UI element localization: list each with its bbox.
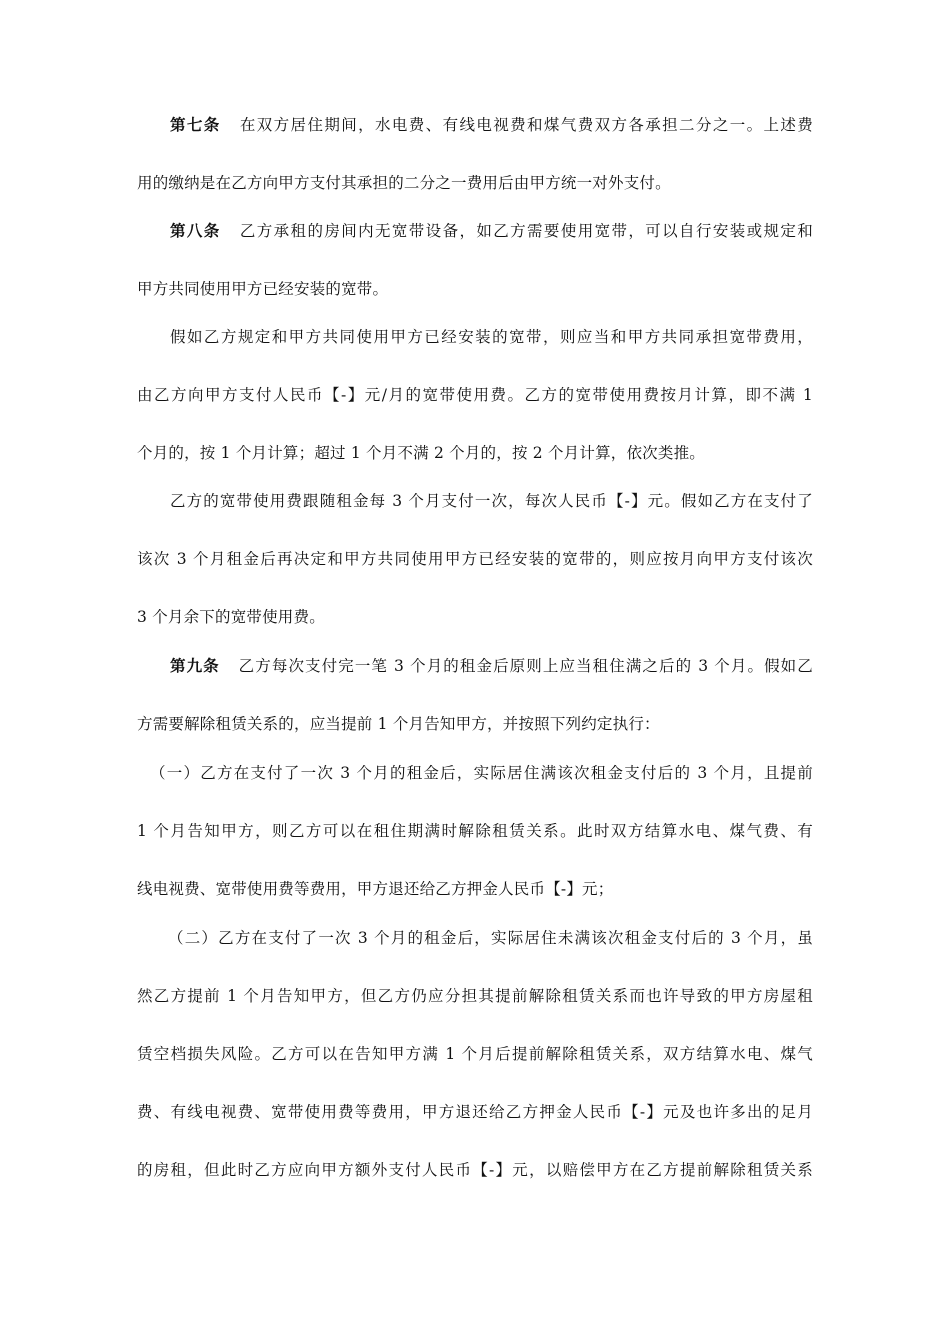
paragraph-line: 1 个月告知甲方，则乙方可以在租住期满时解除租赁关系。此时双方结算水电、煤气费、有 xyxy=(137,822,813,840)
article-heading: 第七条 xyxy=(170,115,221,134)
paragraph-line: 然乙方提前 1 个月告知甲方，但乙方仍应分担其提前解除租赁关系而也许导致的甲方房屋租 xyxy=(137,987,813,1005)
paragraph-line: 由乙方向甲方支付人民币【-】元/月的宽带使用费。乙方的宽带使用费按月计算，即不满 1 xyxy=(137,386,813,404)
paragraph-line xyxy=(170,114,813,136)
paragraph-line: 费、有线电视费、宽带使用费等费用，甲方退还给乙方押金人民币【-】元及也许多出的足月 xyxy=(137,1103,813,1121)
paragraph-line: 该次 3 个月租金后再决定和甲方共同使用甲方已经安装的宽带的，则应按月向甲方支付该次 xyxy=(137,550,813,568)
paragraph-text: 乙方承租的房间内无宽带设备，如乙方需要使用宽带，可以自行安装或规定和 xyxy=(238,222,813,240)
paragraph-line: （二）乙方在支付了一次 3 个月的租金后，实际居住未满该次租金支付后的 3 个月，虽 xyxy=(168,929,813,947)
paragraph-line: 假如乙方规定和甲方共同使用甲方已经安装的宽带，则应当和甲方共同承担宽带费用， xyxy=(170,328,813,346)
paragraph-text: 在双方居住期间，水电费、有线电视费和煤气费双方各承担二分之一。上述费 xyxy=(238,116,813,134)
paragraph-line: 方需要解除租赁关系的，应当提前 1 个月告知甲方，并按照下列约定执行： xyxy=(137,715,660,733)
paragraph-line: 甲方共同使用甲方已经安装的宽带。 xyxy=(137,280,389,298)
paragraph-line: 3 个月余下的宽带使用费。 xyxy=(137,608,325,626)
paragraph-line: 个月的，按 1 个月计算；超过 1 个月不满 2 个月的，按 2 个月计算，依次类推。 xyxy=(137,444,705,462)
paragraph-line: 的房租，但此时乙方应向甲方额外支付人民币【-】元，以赔偿甲方在乙方提前解除租赁关系 xyxy=(137,1161,813,1179)
paragraph-text: 乙方每次支付完一笔 3 个月的租金后原则上应当租住满之后的 3 个月。假如乙 xyxy=(237,657,813,675)
paragraph-line xyxy=(170,220,813,242)
paragraph-line xyxy=(170,655,813,677)
paragraph-line: 乙方的宽带使用费跟随租金每 3 个月支付一次，每次人民币【-】元。假如乙方在支付了 xyxy=(170,492,813,510)
article-heading: 第八条 xyxy=(170,221,221,240)
article-heading: 第九条 xyxy=(170,656,220,675)
paragraph-line: 用的缴纳是在乙方向甲方支付其承担的二分之一费用后由甲方统一对外支付。 xyxy=(137,174,671,192)
paragraph-line: （一）乙方在支付了一次 3 个月的租金后，实际居住满该次租金支付后的 3 个月，且提前 xyxy=(150,764,813,782)
paragraph-line: 线电视费、宽带使用费等费用，甲方退还给乙方押金人民币【-】元； xyxy=(137,880,614,898)
paragraph-line: 赁空档损失风险。乙方可以在告知甲方满 1 个月后提前解除租赁关系，双方结算水电、煤气 xyxy=(137,1045,813,1063)
